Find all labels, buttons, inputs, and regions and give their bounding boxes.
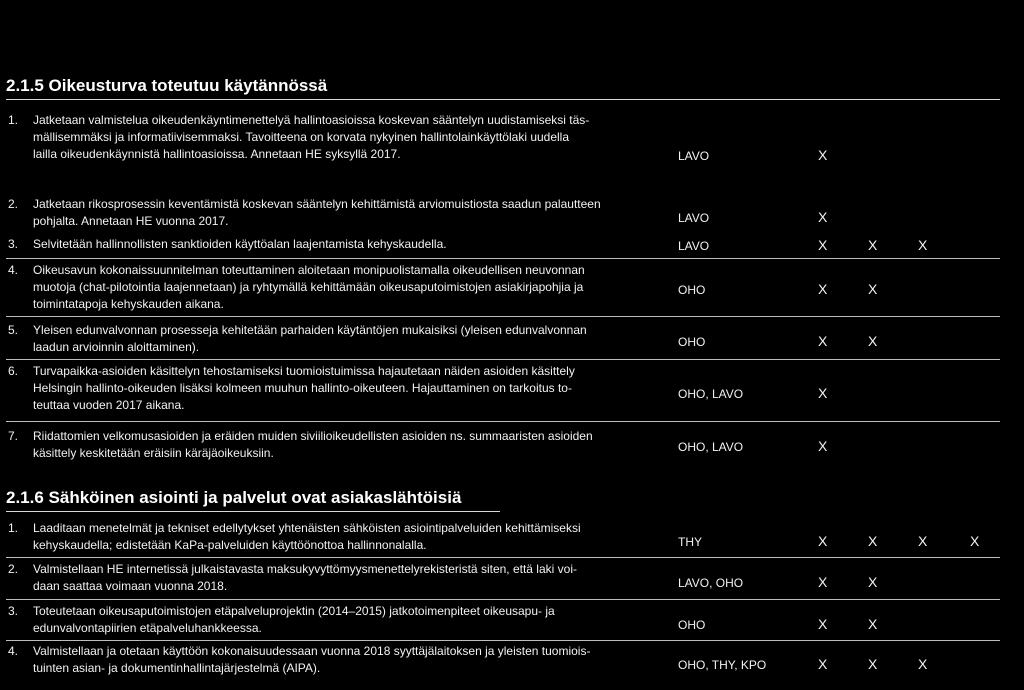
item-number: 5. [8, 323, 19, 337]
item-text-line: käsittely keskitetään eräisiin käräjäoikeuksiin. [33, 446, 274, 460]
year-mark-2: X [868, 574, 878, 590]
item-text-line: lailla oikeudenkäynnistä hallintoasioissa. Annetaan HE syksyllä 2017. [33, 147, 401, 161]
item-text-line: Valmistellaan ja otetaan käyttöön kokonaisuudessaan vuonna 2018 syyttäjälaitoksen ja yleisten tuomiois- [33, 644, 591, 658]
item-text-line: pohjalta. Annetaan HE vuonna 2017. [33, 214, 229, 228]
row-divider [6, 640, 1000, 641]
responsible-unit: OHO [678, 283, 706, 297]
year-mark-2: X [868, 616, 878, 632]
year-mark-2: X [868, 281, 878, 297]
year-mark-1: X [818, 281, 828, 297]
item-text-line: Jatketaan rikosprosessin keventämistä koskevan sääntelyn kehittämistä arviomuistiosta saadun palautteen [33, 197, 601, 211]
item-number: 2. [8, 562, 19, 576]
item-number: 3. [8, 604, 19, 618]
year-mark-1: X [818, 438, 828, 454]
item-text [33, 643, 678, 677]
responsible-unit: OHO [678, 618, 706, 632]
year-mark-1: X [818, 656, 828, 672]
item-text [33, 363, 678, 414]
item-text [33, 428, 678, 462]
year-mark-2: X [868, 333, 878, 349]
year-mark-1: X [818, 574, 828, 590]
year-mark-1: X [818, 533, 828, 549]
item-text-line: Oikeusavun kokonaissuunnitelman toteuttaminen aloitetaan monipuolistamalla oikeudellisen neuvonnan [33, 263, 585, 277]
item-text-line: teuttaa vuoden 2017 aikana. [33, 398, 185, 412]
section-title-oikeusturva: 2.1.5 Oikeusturva toteutuu käytännössä [6, 76, 1000, 100]
item-number: 1. [8, 521, 19, 535]
item-number: 2. [8, 197, 19, 211]
responsible-unit: OHO, LAVO [678, 440, 744, 454]
item-text-line: muotoja (chat-pilotointia laajennetaan) ja ryhtymällä kehittämään oikeusaputoimistojen asiakirjapohjia ja [33, 280, 584, 294]
item-text [33, 603, 678, 637]
row-divider [6, 258, 1000, 259]
item-text-line: laadun arvioinnin aloittaminen). [33, 340, 200, 354]
year-mark-3: X [918, 237, 928, 253]
item-text-line: tuinten asian- ja dokumentinhallintajärjestelmä (AIPA). [33, 661, 321, 675]
year-mark-1: X [818, 333, 828, 349]
row-divider [6, 557, 1000, 558]
item-number: 4. [8, 263, 19, 277]
item-text [33, 262, 678, 313]
responsible-unit: LAVO [678, 211, 710, 225]
responsible-unit: LAVO, OHO [678, 576, 744, 590]
item-text-line: Turvapaikka-asioiden käsittelyn tehostamiseksi tuomioistuimissa hajautetaan näiden asioiden käsittely [33, 364, 575, 378]
year-mark-3: X [918, 656, 928, 672]
item-number: 3. [8, 237, 19, 251]
row-divider [6, 359, 1000, 360]
item-text-line: Riidattomien velkomusasioiden ja eräiden muiden siviilioikeudellisten asioiden ns. summaaristen asioiden [33, 429, 593, 443]
item-text-line: Helsingin hallinto-oikeuden lisäksi kolmeen muuhun hallinto-oikeuteen. Hajauttaminen on tarkoitus to- [33, 381, 572, 395]
item-text-line: toimintatapoja kehyskauden aikana. [33, 297, 224, 311]
item-number: 4. [8, 644, 19, 658]
responsible-unit: OHO, LAVO [678, 387, 744, 401]
item-number: 6. [8, 364, 19, 378]
item-number: 7. [8, 429, 19, 443]
item-text-line: kehyskaudella; edistetään KaPa-palveluiden käyttöönottoa hallinnonalalla. [33, 538, 427, 552]
year-mark-3: X [918, 533, 928, 549]
responsible-unit: OHO, THY, KPO [678, 658, 767, 672]
year-mark-1: X [818, 209, 828, 225]
item-text [33, 112, 678, 163]
year-mark-2: X [868, 533, 878, 549]
item-text-line: Laaditaan menetelmät ja tekniset edellytykset yhtenäisten sähköisten asiointipalveluiden kehittämiseksi [33, 521, 581, 535]
responsible-unit: LAVO [678, 239, 710, 253]
responsible-unit: THY [678, 535, 702, 549]
year-mark-4: X [970, 533, 980, 549]
year-mark-2: X [868, 237, 878, 253]
responsible-unit: OHO [678, 335, 706, 349]
item-text [33, 236, 678, 253]
row-divider [6, 421, 1000, 422]
item-text-line: Selvitetään hallinnollisten sanktioiden käyttöalan laajentamista kehyskaudella. [33, 237, 447, 251]
item-text-line: Valmistellaan HE internetissä julkaistavasta maksukyvyttömyysmenettelyrekisteristä siten, että laki voi- [33, 562, 577, 576]
year-mark-1: X [818, 237, 828, 253]
year-mark-1: X [818, 147, 828, 163]
responsible-unit: LAVO [678, 149, 710, 163]
item-text-line: edunvalvontapiirien etäpalveluhankkeessa. [33, 621, 262, 635]
item-text-line: Toteutetaan oikeusaputoimistojen etäpalveluprojektin (2014–2015) jatkotoimenpiteet oikeusapu- ja [33, 604, 555, 618]
row-divider [6, 316, 1000, 317]
section-title-sahkoinen-asiointi: 2.1.6 Sähköinen asiointi ja palvelut ovat asiakaslähtöisiä [6, 488, 500, 512]
year-mark-2: X [868, 656, 878, 672]
item-text [33, 520, 678, 554]
year-mark-1: X [818, 385, 828, 401]
item-text-line: daan saattaa voimaan vuonna 2018. [33, 579, 228, 593]
year-mark-1: X [818, 616, 828, 632]
item-text [33, 196, 678, 230]
item-number: 1. [8, 113, 19, 127]
item-text-line: Jatketaan valmistelua oikeudenkäyntimenettelyä hallintoasioissa koskevan sääntelyn uudistamiseksi täs- [33, 113, 590, 127]
item-text-line: Yleisen edunvalvonnan prosesseja kehitetään parhaiden käytäntöjen mukaisiksi (yleisen edunvalvonnan [33, 323, 587, 337]
item-text [33, 322, 678, 356]
item-text [33, 561, 678, 595]
row-divider [6, 599, 1000, 600]
item-text-line: mällisemmäksi ja informatiivisemmaksi. Tavoitteena on korvata nykyinen hallintolainkäyttölaki uudella [33, 130, 570, 144]
